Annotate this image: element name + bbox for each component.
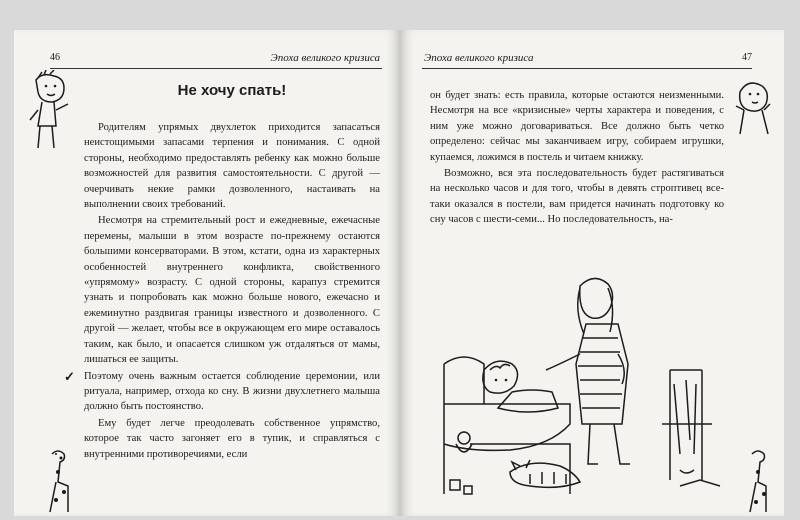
left-running-title: Эпоха великого кризиса [270, 52, 380, 64]
right-text-column [430, 88, 724, 229]
right-page [400, 30, 784, 516]
paragraph: Несмотря на стремительный рост и ежедневные, ежечасные перемены, малыши в этом возрасте по-прежнему остаются большими консерваторами. В этом, кстати, одна из характерных особенностей внутреннего конфликта, свойственного «упрямому» возрасту. С одной стороны, карапуз стремится узнать и попробовать как можно больше нового, ежечасно и ежеминутно раздвигая границы известного и дозволенного. С другой — желает, чтобы все в окружающем его мире оставалось таким, как было, и опасается слишком уж отдаляться от мамы, лишаться ее защиты. [84, 215, 380, 366]
checkmark-icon: ✓ [64, 368, 75, 384]
bedtime-scene-illustration [430, 274, 730, 504]
right-running-head [422, 52, 752, 69]
paragraph: он будет знать: есть правила, которые остаются неизменными. Несмотря на все «кризисные» черты характера и поведения, с ним уже можно договариваться. Все должно быть четко определено: сейчас мы заканчиваем игру, собираем игрушки, купаемся, ложимся в постель и читаем книжку. [430, 90, 724, 163]
right-running-title: Эпоха великого кризиса [424, 52, 534, 64]
paragraph: Родителям упрямых двухлеток приходится запасаться неистощимыми запасами терпения и понимания. С одной стороны, необходимо предоставлять ребенку как можно больше возможностей для развития самостоятельности. С другой — очерчивать некие рамки дозволенного, настаивать на выполнении своих требований. [84, 122, 380, 211]
left-page-number: 46 [50, 52, 60, 63]
left-running-head [50, 52, 382, 69]
section-heading: Не хочу спать! [177, 82, 287, 99]
paragraph: Возможно, вся эта последовательность будет растягиваться на несколько часов и для того, чтобы в девять строптивец все-таки оказался в постели, вам придется начинать подготовку ко сну часов с шести-семи... Но последовательность, на- [430, 168, 724, 226]
paragraph: Поэтому очень важным остается соблюдение церемонии, или ритуала, например, отхода ко сну. В жизни двухлетнего малыша должно быть постоянство. [84, 370, 380, 413]
boy-peeking-illustration [28, 70, 74, 150]
left-page [14, 30, 400, 516]
right-page-number: 47 [742, 52, 752, 63]
paragraph: Ему будет легче преодолевать собственное упрямство, которое так часто загоняет его в тупик, и справляться с внутренними противоречиями, если [84, 417, 380, 460]
giraffe-illustration-right [738, 448, 778, 514]
child-peeking-illustration [730, 76, 780, 136]
checked-paragraph [64, 368, 380, 415]
giraffe-illustration [34, 448, 80, 516]
left-text-column [64, 120, 380, 463]
